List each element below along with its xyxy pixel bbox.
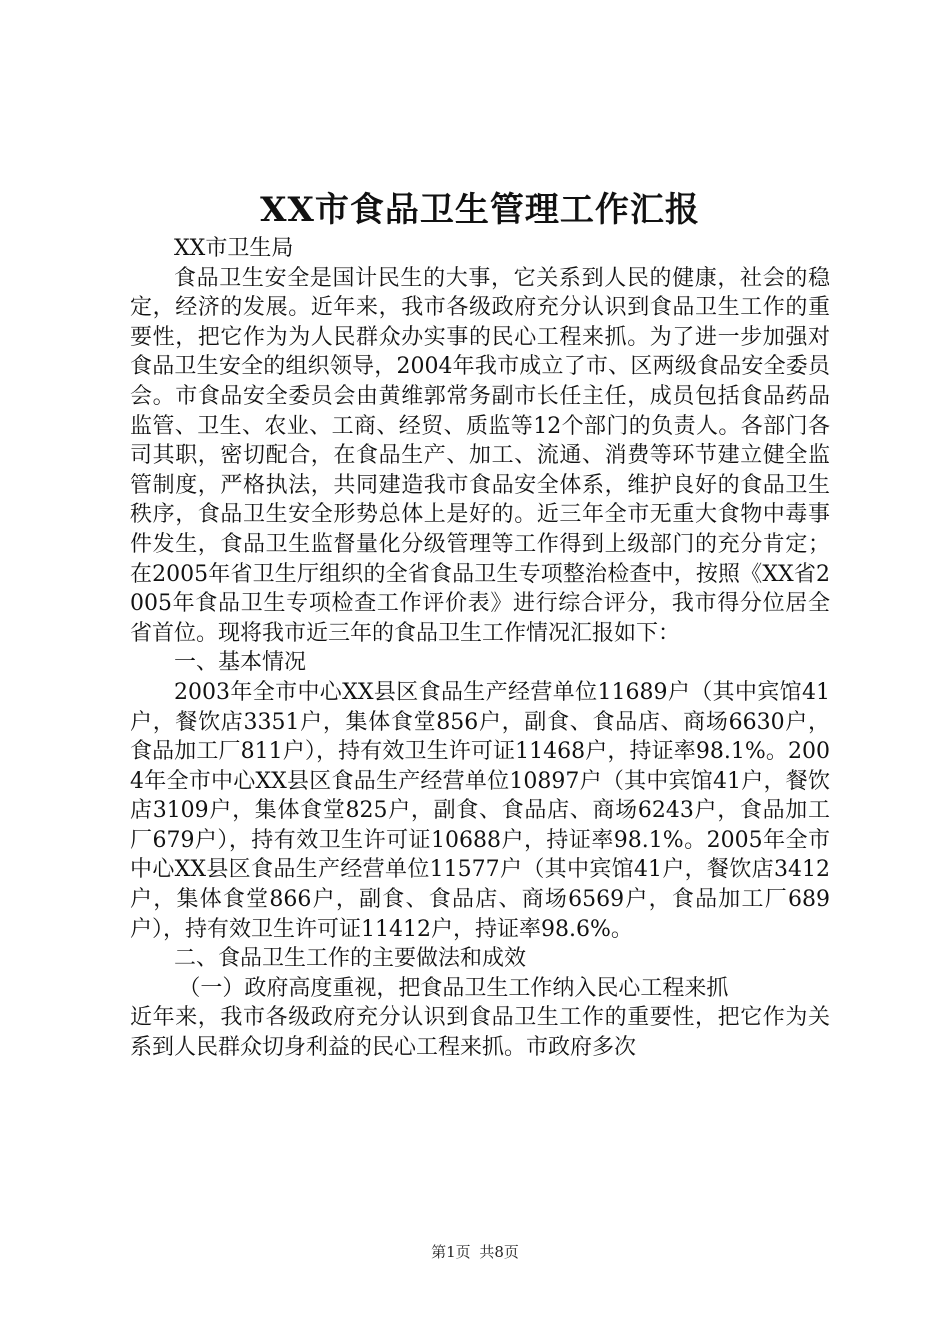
intro-paragraph: 食品卫生安全是国计民生的大事，它关系到人民的健康，社会的稳定，经济的发展。近年来，我市各级政府充分认识到食品卫生工作的重要性，把它作为为人民群众办实事的民心工程来抓。为了进一步加强对食品卫生安全的组织领导，2004年我市成立了市、区两级食品安全委员会。市食品安全委员会由黄维郭常务副市长任主任，成员包括食品药品监管、卫生、农业、工商、经贸、质监等12个部门的负责人。各部门各司其职，密切配合，在食品生产、加工、流通、消费等环节建立健全监管制度，严格执法，共同建造我市食品安全体系，维护良好的食品卫生秩序，食品卫生安全形势总体上是好的。近三年全市无重大食物中毒事件发生，食品卫生监督量化分级管理等工作得到上级部门的充分肯定；在2005年省卫生厅组织的全省食品卫生专项整治检查中，按照《XX省2005年食品卫生专项检查工作评价表》进行综合评分，我市得分位居全省首位。现将我市近三年的食品卫生工作情况汇报如下： <box>130 265 830 646</box>
section2-subheading-1: （一）政府高度重视，把食品卫生工作纳入民心工程来抓 <box>178 975 729 1001</box>
page-footer <box>0 1242 950 1262</box>
page-number: 第1页 <box>431 1243 471 1261</box>
section2-heading: 二、食品卫生工作的主要做法和成效 <box>174 946 527 972</box>
document-title: XX市食品卫生管理工作汇报 <box>260 190 700 230</box>
section1-heading: 一、基本情况 <box>174 650 307 676</box>
section1-paragraph: 2003年全市中心XX县区食品生产经营单位11689户（其中宾馆41户，餐饮店3351户，集体食堂856户，副食、食品店、商场6630户，食品加工厂811户），持有效卫生许可证11468户，持证率98.1%。2004年全市中心XX县区食品生产经营单位10897户（其中宾馆41户，餐饮店3109户，集体食堂825户，副食、食品店、商场6243户，食品加工厂679户），持有效卫生许可证10688户，持证率98.1%。2005年全市中心XX县区食品生产经营单位11577户（其中宾馆41户，餐饮店3412户，集体食堂866户，副食、食品店、商场6569户，食品加工厂689户），持有效卫生许可证11412户，持证率98.6%。 <box>130 679 830 942</box>
document-body <box>130 234 830 1063</box>
section2-sub1-paragraph: 近年来，我市各级政府充分认识到食品卫生工作的重要性，把它作为关系到人民群众切身利益的民心工程来抓。市政府多次 <box>130 1005 830 1061</box>
author-line: XX市卫生局 <box>174 236 294 261</box>
page-total: 共8页 <box>479 1243 519 1261</box>
